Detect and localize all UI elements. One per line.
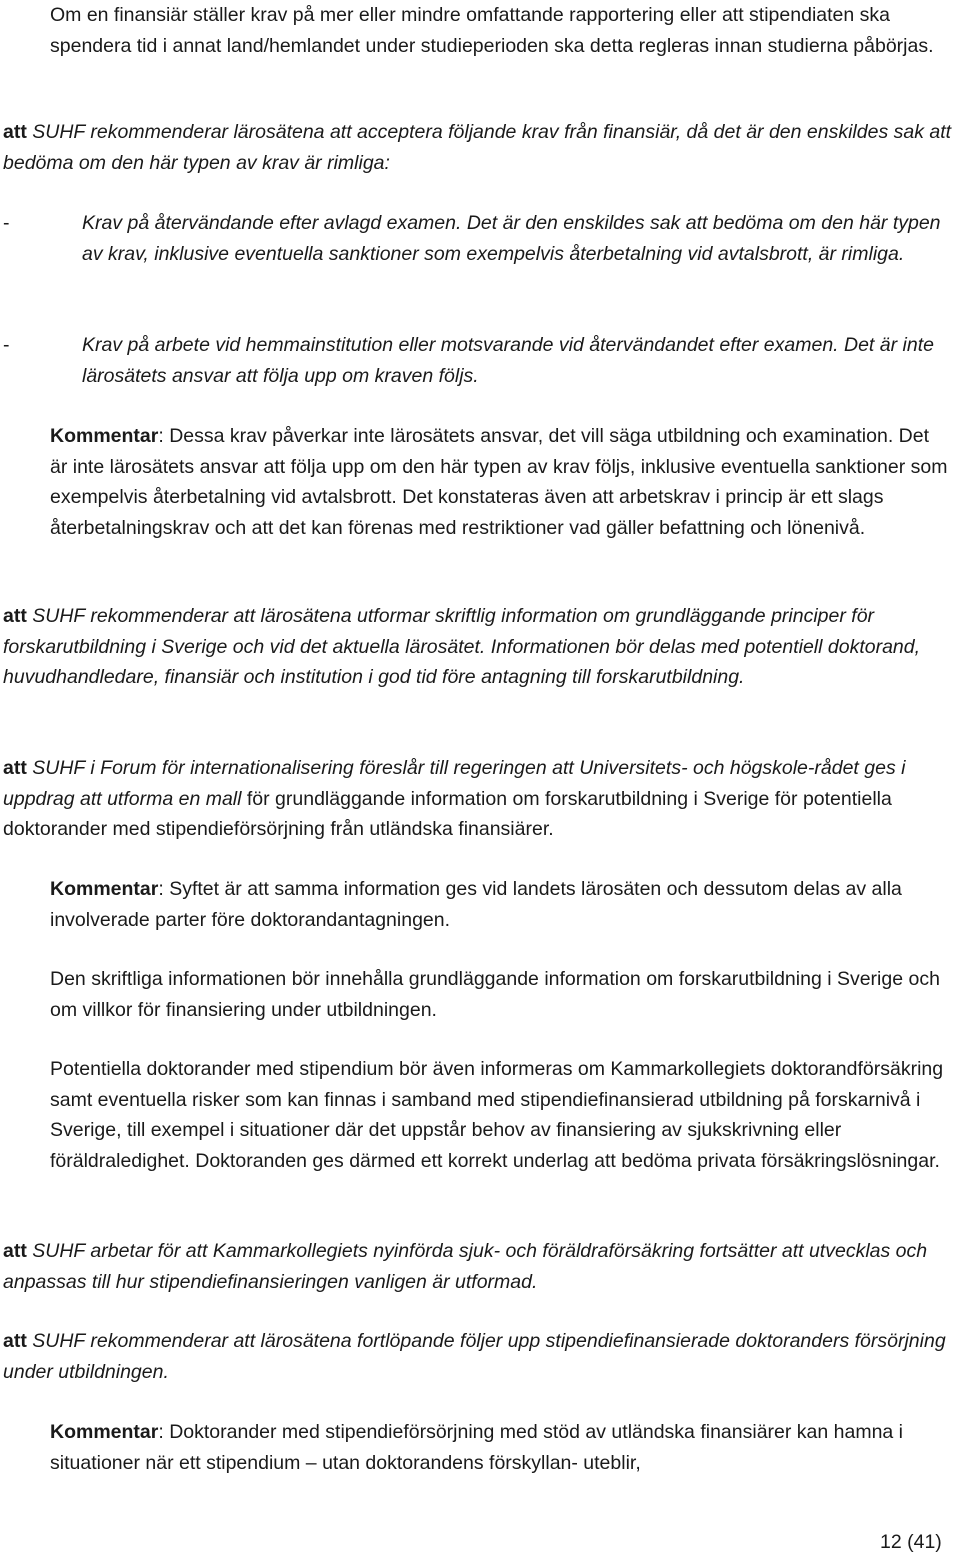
bullet-text: Krav på arbete vid hemmainstitution eller motsvarande vid återvändandet efter examen. Det är inte lärosätets ansvar att följa upp om kraven följs. — [82, 334, 934, 387]
paragraph-written-info-content — [50, 964, 950, 1025]
recommendation-text: SUHF rekommenderar att lärosätena utformar skriftlig information om grundläggande principer för forskarutbildning i Sverige och vid det aktuella lärosätet. Informationen bör delas med potentiell doktorand, huvudhandledare, finansiär och institution i god tid före antagning till forskarutbildning. — [3, 605, 921, 688]
comment-foreign-funding — [50, 1417, 950, 1478]
att-keyword: att — [3, 121, 27, 143]
recommendation-text: SUHF rekommenderar att lärosätena fortlöpande följer upp stipendiefinansierade doktoranders försörjning under utbildningen. — [3, 1330, 946, 1383]
comment-text: : Syftet är att samma information ges vid landets lärosäten och dessutom delas av alla involverade parter före doktorandantagningen. — [50, 878, 902, 931]
comment-purpose — [50, 874, 950, 935]
bullet-marker: - — [3, 212, 10, 234]
comment-text: : Doktorander med stipendieförsörjning med stöd av utländska finansiärer kan hamna i situationer när ett stipendium – utan doktorandens förskyllan- uteblir, — [50, 1421, 904, 1474]
comment-label: Kommentar — [50, 878, 159, 900]
comment-label: Kommentar — [50, 1421, 159, 1443]
bullet-marker: - — [3, 334, 10, 356]
comment-demands — [50, 421, 950, 543]
bullet-return-demand — [82, 208, 952, 269]
att-keyword: att — [3, 605, 27, 627]
recommendation-text-italic: SUHF i Forum för internationalisering föreslår till regeringen att Universitets- och högskole-rådet ges i uppdrag att utforma en mall — [3, 757, 906, 810]
comment-label: Kommentar — [50, 425, 159, 447]
comment-text: : Dessa krav påverkar inte lärosätets ansvar, det vill säga utbildning och examination. Det är inte lärosätets ansvar att följa upp om den här typen av krav följs, inklusive eventuella sanktioner som exempelvis återbetalning vid avtalsbrott. Det konstateras även att arbetskrav i princip är ett slags återbetalningskrav och att det kan förenas med restriktioner vad gäller befattning och lönenivå. — [50, 425, 948, 539]
bullet-work-demand — [82, 330, 952, 391]
page-number: 12 (41) — [880, 1531, 942, 1553]
recommendation-accept-demands — [3, 117, 953, 178]
paragraph-insurance-info — [50, 1054, 950, 1176]
recommendation-insurance — [3, 1236, 953, 1297]
recommendation-forum-proposal — [3, 753, 953, 845]
recommendation-text: SUHF rekommenderar lärosätena att acceptera följande krav från finansiär, då det är den enskildes sak att bedöma om den här typen av krav är rimliga: — [3, 121, 952, 174]
recommendation-written-info — [3, 601, 953, 693]
paragraph-reporting — [50, 0, 950, 61]
paragraph-text: Om en finansiär ställer krav på mer eller mindre omfattande rapportering eller att stipendiaten ska spendera tid i annat land/hemlandet under studieperioden ska detta regleras innan studierna påbörjas. — [50, 4, 934, 57]
att-keyword: att — [3, 1330, 27, 1352]
bullet-text: Krav på återvändande efter avlagd examen. Det är den enskildes sak att bedöma om den här typen av krav, inklusive eventuella sanktioner som exempelvis återbetalning vid avtalsbrott, är rimliga. — [82, 212, 941, 265]
paragraph-text: Potentiella doktorander med stipendium bör även informeras om Kammarkollegiets doktorandförsäkring samt eventuella risker som kan finnas i samband med stipendiefinansierad utbildning på forskarnivå i Sverige, till exempel i situationer där det uppstår behov av finansiering av sjukskrivning eller föräldraledighet. Doktoranden ges därmed ett korrekt underlag att bedöma privata försäkringslösningar. — [50, 1058, 944, 1172]
recommendation-follow-up — [3, 1326, 953, 1387]
att-keyword: att — [3, 757, 27, 779]
paragraph-text: Den skriftliga informationen bör innehålla grundläggande information om forskarutbildning i Sverige och om villkor för finansiering under utbildningen. — [50, 968, 940, 1021]
recommendation-text: för grundläggande information om forskarutbildning i Sverige för potentiella doktorander med stipendieförsörjning från utländska finansiärer. — [3, 787, 892, 840]
recommendation-text: SUHF arbetar för att Kammarkollegiets nyinförda sjuk- och föräldraförsäkring fortsätter att utvecklas och anpassas till hur stipendiefinansieringen vanligen är utformad. — [3, 1240, 928, 1293]
att-keyword: att — [3, 1240, 27, 1262]
